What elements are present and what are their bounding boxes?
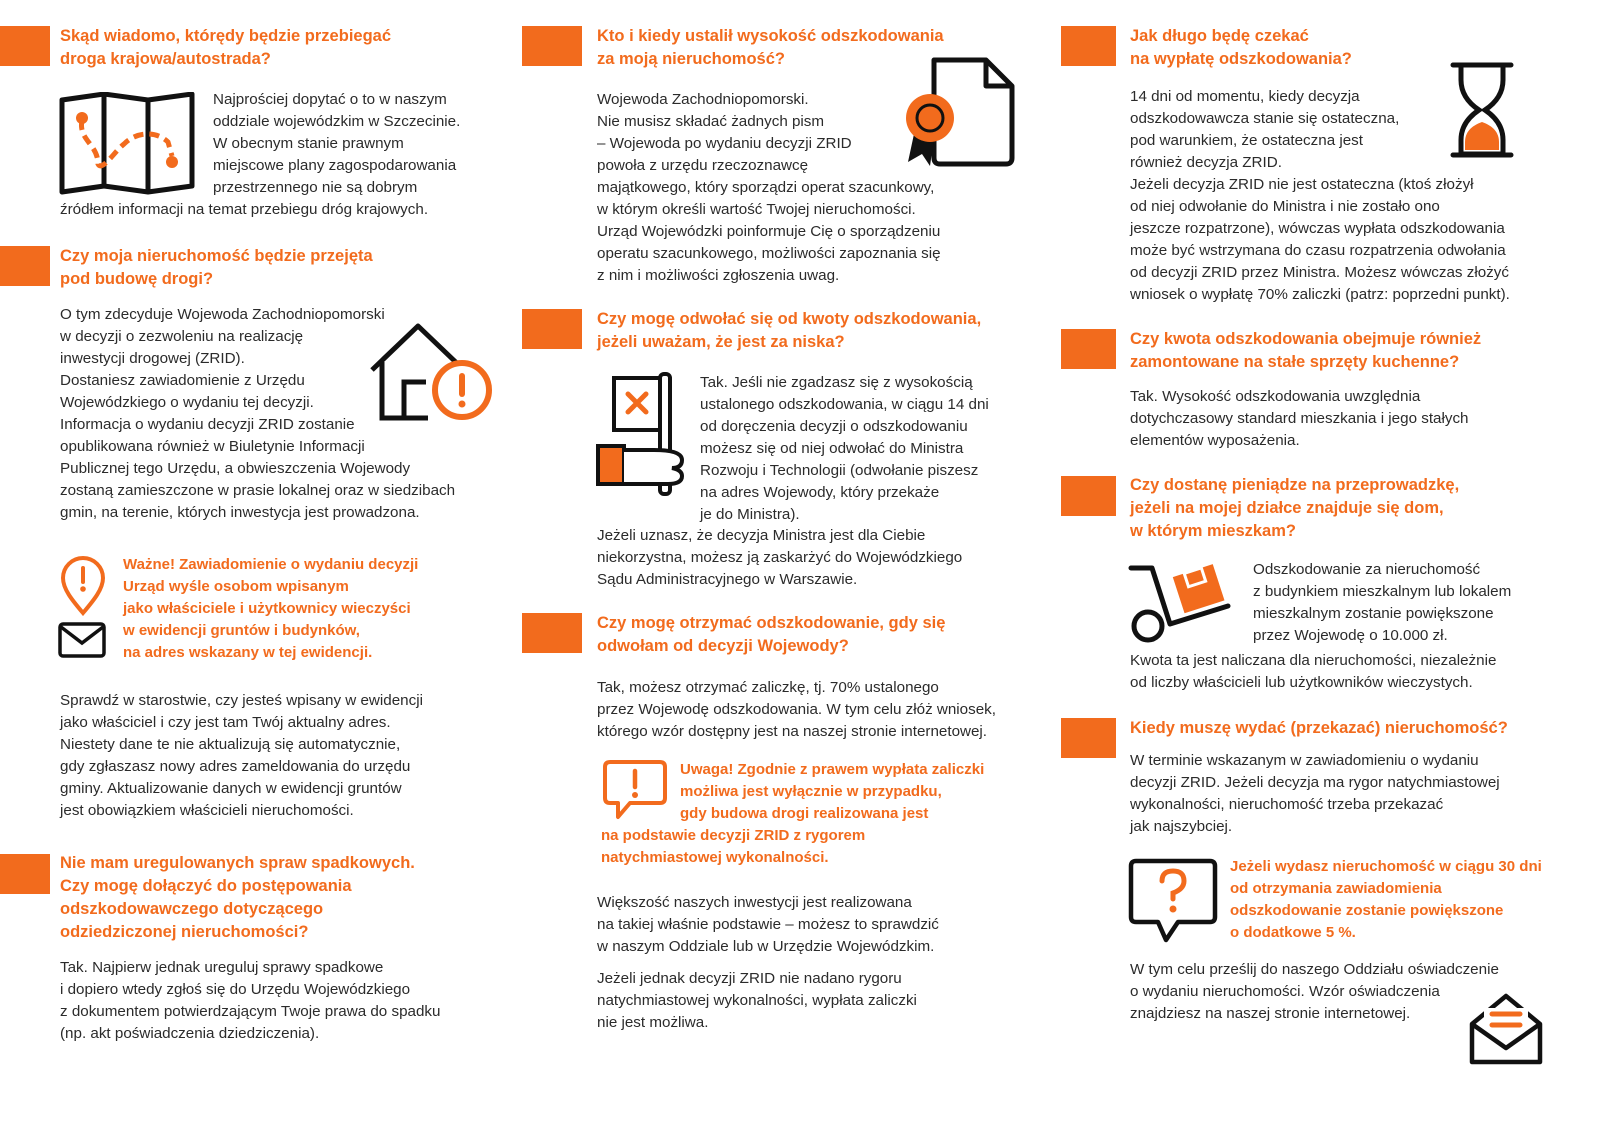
section-marker (522, 309, 582, 349)
section-marker (0, 246, 50, 286)
question-heading: Jak długo będę czekać na wypłatę odszkodowania? (1130, 27, 1352, 68)
answer-text: Wojewoda Zachodniopomorski. Nie musisz składać żadnych pism – Wojewoda po wydaniu decyzji ZRID powoła z urzędu rzeczoznawcę majątkowego, który sporządzi operat szacunkowy, w którym określi wartość Twojej nieruchomości. Urząd Wojewódzki poinformuje Cię o sporządzeniu operatu szacunkowego, możliwości zapoznania się z nim i możliwości zgłoszenia uwag. (597, 91, 941, 284)
question-heading: Czy mogę odwołać się od kwoty odszkodowania, jeżeli uważam, że jest za niska? (597, 310, 982, 351)
answer-text: Kwota ta jest naliczana dla nieruchomości, niezależnie od liczby właścicieli lub użytkowników wieczystych. (1130, 652, 1497, 691)
answer-text: 14 dni od momentu, kiedy decyzja odszkodowawcza stanie się ostateczna, pod warunkiem, że ostateczna jest również decyzja ZRID. Jeżeli decyzja ZRID nie jest ostateczna (ktoś złożył od niej odwołanie do Ministra i nie zostało ono jeszcze rozpatrzone), wówczas wypłata odszkodowania może być wstrzymana do czasu rozpatrzenia odwołania od decyzji ZRID przez Ministra. Możesz wówczas złożyć wniosek o wypłatę 70% zaliczki (patrz: poprzedni punkt). (1130, 88, 1510, 303)
question-heading: Czy moja nieruchomość będzie przejęta pod budowę drogi? (60, 247, 373, 288)
answer-text: Tak. Jeśli nie zgadzasz się z wysokością ustalonego odszkodowania, w ciągu 14 dni od doręczenia decyzji o odszkodowaniu możesz się od niej odwołać do Ministra Rozwoju i Technologii (odwołanie piszesz na adres Wojewody, który przekaże je do Ministra). (700, 374, 989, 523)
warning-notice-cont: na podstawie decyzji ZRID z rygorem natychmiastowej wykonalności. (601, 827, 866, 866)
answer-text: Większość naszych inwestycji jest realizowana na takiej właśnie podstawie – możesz to sprawdzić w naszym Oddziale lub w Urzędzie Wojewódzkim. (597, 894, 939, 955)
question-heading: Skąd wiadomo, którędy będzie przebiegać droga krajowa/autostrada? (60, 27, 392, 68)
answer-text: O tym zdecyduje Wojewoda Zachodniopomorski w decyzji o zezwoleniu na realizację inwestycji drogowej (ZRID). Dostaniesz zawiadomienie z Urzędu Wojewódzkiego o wydaniu tej decyzji. Informacja o wydaniu decyzji ZRID zostanie opublikowana również w Biuletynie Informacji Publicznej tego Urzędu, a obwieszczenia Wojewody zostaną zamieszczone w prasie lokalnej oraz w siedzibach gmin, na terenie, których inwestycja jest prowadzona. (60, 306, 456, 521)
question-heading: Czy kwota odszkodowania obejmuje również zamontowane na stałe sprzęty kuchenne? (1130, 330, 1482, 371)
location-alert-icon (60, 556, 106, 616)
important-notice: Ważne! Zawiadomienie o wydaniu decyzji Urząd wyśle osobom wpisanym jako właściciele i użytkownicy wieczyści w ewidencji gruntów i budynków, na adres wskazany w tej ewidencji. (123, 556, 419, 661)
envelope-icon (58, 622, 106, 658)
section-marker (1061, 718, 1116, 758)
answer-text: źródłem informacji na temat przebiegu dróg krajowych. (60, 201, 429, 218)
hand-flag-icon (596, 370, 688, 498)
answer-text: W terminie wskazanym w zawiadomieniu o wydaniu decyzji ZRID. Jeżeli decyzja ma rygor natychmiastowej wykonalności, nieruchomość trzeba przekazać jak najszybciej. (1130, 752, 1500, 835)
answer-text: Odszkodowanie za nieruchomość z budynkiem mieszkalnym lub lokalem mieszkalnym zostanie powiększone przez Wojewodę o 10.000 zł. (1253, 561, 1512, 644)
question-heading: Kto i kiedy ustalił wysokość odszkodowania za moją nieruchomość? (597, 27, 944, 68)
bonus-notice: Jeżeli wydasz nieruchomość w ciągu 30 dni od otrzymania zawiadomienia odszkodowanie zostanie powiększone o dodatkowe 5 %. (1230, 858, 1542, 941)
answer-text: W tym celu prześlij do naszego Oddziału oświadczenie o wydaniu nieruchomości. Wzór oświadczenia znajdziesz na naszej stronie internetowej. (1130, 961, 1499, 1022)
section-marker (1061, 476, 1116, 516)
answer-text: Tak, możesz otrzymać zaliczkę, tj. 70% ustalonego przez Wojewodę odszkodowania. W tym celu złóż wniosek, którego wzór dostępny jest na naszej stronie internetowej. (597, 679, 996, 740)
speech-alert-icon (602, 758, 668, 822)
question-heading: Czy mogę otrzymać odszkodowanie, gdy się odwołam od decyzji Wojewody? (597, 614, 946, 655)
section-marker (522, 613, 582, 653)
section-marker (522, 26, 582, 66)
hand-truck-icon (1128, 562, 1234, 646)
open-envelope-icon (1468, 990, 1544, 1068)
section-marker (1061, 329, 1116, 369)
section-marker (0, 26, 50, 66)
question-heading: Nie mam uregulowanych spraw spadkowych. Czy mogę dołączyć do postępowania odszkodowawczego dotyczącego odziedziczonej nieruchomości? (60, 854, 415, 941)
answer-text: Jeżeli uznasz, że decyzja Ministra jest dla Ciebie niekorzystna, możesz ją zaskarżyć do Wojewódzkiego Sądu Administracyjnego w Warszawie. (597, 527, 963, 588)
section-marker (1061, 26, 1116, 66)
question-heading: Czy dostanę pieniądze na przeprowadzkę, jeżeli na mojej działce znajduje się dom, w którym mieszkam? (1130, 476, 1460, 540)
question-heading: Kiedy muszę wydać (przekazać) nieruchomość? (1130, 719, 1508, 737)
answer-text: Najprościej dopytać o to w naszym oddziale wojewódzkim w Szczecinie. W obecnym stanie prawnym miejscowe plany zagospodarowania przestrzennego nie są dobrym (213, 91, 461, 196)
section-marker (0, 854, 50, 894)
answer-text: Jeżeli jednak decyzji ZRID nie nadano rygoru natychmiastowej wykonalności, wypłata zaliczki nie jest możliwa. (597, 970, 917, 1031)
house-alert-icon (368, 320, 494, 424)
answer-text: Tak. Najpierw jednak ureguluj sprawy spadkowe i dopiero wtedy zgłoś się do Urzędu Wojewódzkiego z dokumentem potwierdzającym Twoje prawa do spadku (np. akt poświadczenia dziedziczenia). (60, 959, 441, 1042)
answer-text: Sprawdź w starostwie, czy jesteś wpisany w ewidencji jako właściciel i czy jest tam Twój aktualny adres. Niestety dane te nie aktualizują się automatycznie, gdy zgłaszasz nowy adres zameldowania do urzędu gminy. Aktualizowanie danych w ewidencji gruntów jest obowiązkiem właścicieli nieruchomości. (60, 692, 423, 819)
speech-question-icon (1128, 857, 1218, 945)
answer-text: Tak. Wysokość odszkodowania uwzględnia dotychczasowy standard mieszkania i jego stałych elementów wyposażenia. (1130, 388, 1469, 449)
map-icon (58, 92, 198, 196)
warning-notice: Uwaga! Zgodnie z prawem wypłata zaliczki możliwa jest wyłącznie w przypadku, gdy budowa drogi realizowana jest (680, 761, 985, 822)
